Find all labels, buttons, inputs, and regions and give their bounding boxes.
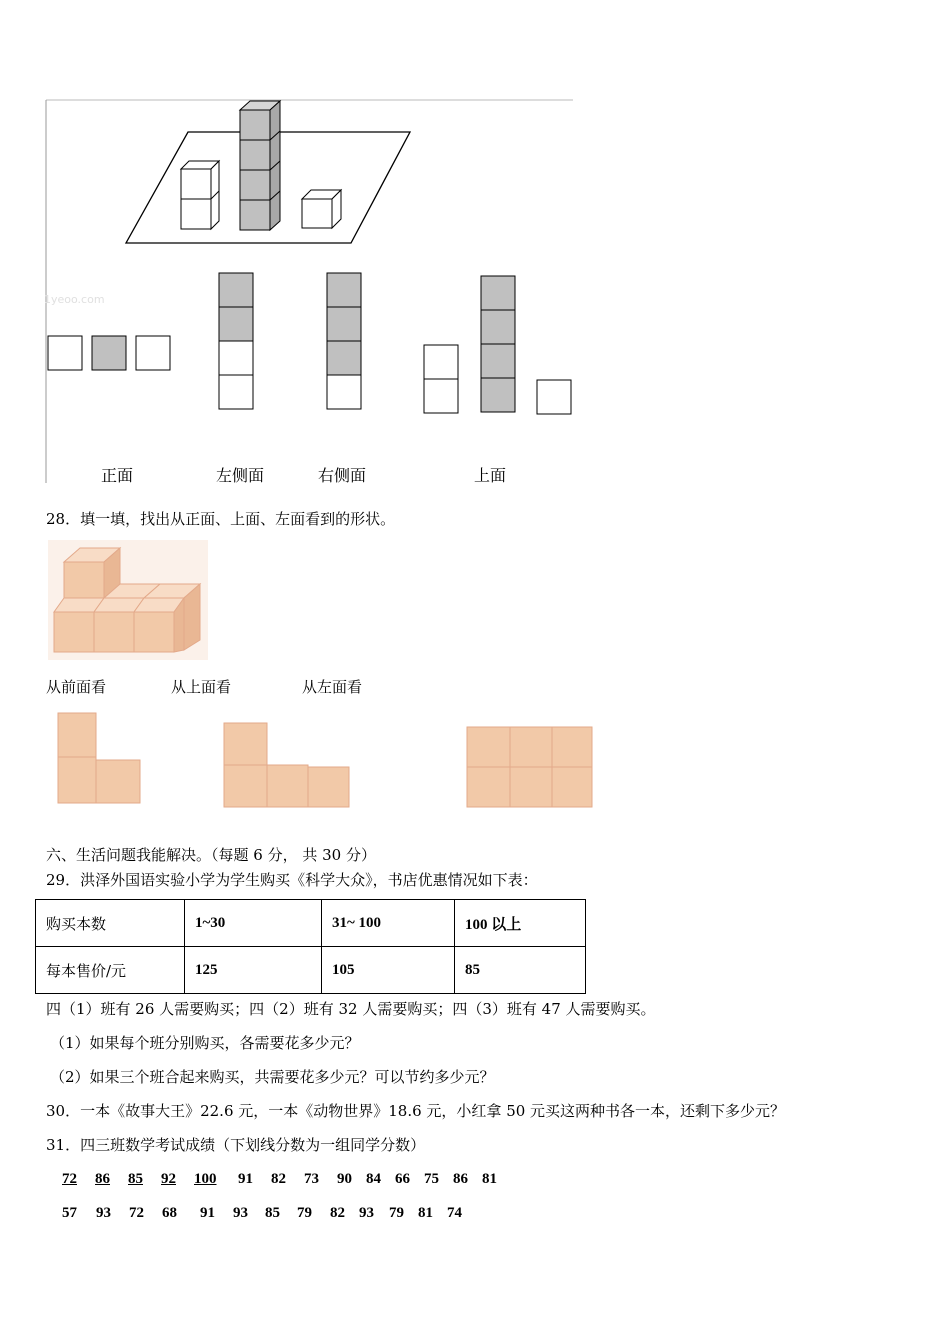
view-top xyxy=(424,276,571,414)
score: 66 xyxy=(395,1171,410,1187)
watermark: 1yeoo.com xyxy=(44,293,105,306)
score: 82 xyxy=(271,1171,286,1187)
score: 91 xyxy=(200,1205,215,1221)
score: 72 xyxy=(129,1205,144,1221)
q30-question: 30．一本《故事大王》22.6 元，一本《动物世界》18.6 元，小红拿 50 元买这两种书各一本，还剩下多少元？ xyxy=(46,1102,786,1120)
label-front: 正面 xyxy=(101,466,134,485)
score: 57 xyxy=(62,1205,77,1221)
score: 93 xyxy=(359,1205,374,1221)
q28-label-top: 从上面看 xyxy=(171,678,232,696)
price-table xyxy=(35,899,586,994)
q28-question: 28．填一填，找出从正面、上面、左面看到的形状。 xyxy=(46,510,396,528)
score: 82 xyxy=(330,1205,345,1221)
score: 73 xyxy=(304,1171,319,1187)
score: 86 xyxy=(453,1171,468,1187)
score-underlined: 92 xyxy=(161,1171,176,1187)
q31-question: 31．四三班数学考试成绩（下划线分数为一组同学分数） xyxy=(46,1136,426,1154)
score: 93 xyxy=(233,1205,248,1221)
table-cell: 105 xyxy=(322,947,455,994)
score: 91 xyxy=(238,1171,253,1187)
score: 74 xyxy=(447,1205,462,1221)
figure-27 xyxy=(40,95,580,495)
label-right-side: 右侧面 xyxy=(318,466,367,485)
q29-question: 29．洪泽外国语实验小学为学生购买《科学大众》，书店优惠情况如下表： xyxy=(46,871,538,889)
score: 79 xyxy=(297,1205,312,1221)
table-cell: 85 xyxy=(455,947,586,994)
score: 85 xyxy=(265,1205,280,1221)
q29-info: 四（1）班有 26 人需要购买；四（2）班有 32 人需要购买；四（3）班有 47 人需要购买。 xyxy=(46,1000,656,1018)
q29-sub2: （2）如果三个班合起来购买，共需要花多少元？可以节约多少元？ xyxy=(50,1068,495,1086)
view-front xyxy=(48,336,170,370)
score: 68 xyxy=(162,1205,177,1221)
table-cell: 1~30 xyxy=(185,900,322,947)
score: 90 xyxy=(337,1171,352,1187)
score-underlined: 72 xyxy=(62,1171,77,1187)
table-cell: 100 以上 xyxy=(455,900,586,947)
label-left-side: 左侧面 xyxy=(216,466,265,485)
score: 81 xyxy=(482,1171,497,1187)
score: 93 xyxy=(96,1205,111,1221)
table-cell: 购买本数 xyxy=(36,900,185,947)
score: 84 xyxy=(366,1171,381,1187)
table-cell: 125 xyxy=(185,947,322,994)
table-row xyxy=(36,947,586,994)
table-cell: 每本售价/元 xyxy=(36,947,185,994)
q28-label-left: 从左面看 xyxy=(302,678,363,696)
label-top: 上面 xyxy=(474,466,507,485)
score-underlined: 100 xyxy=(194,1171,217,1187)
table-cell: 31~ 100 xyxy=(322,900,455,947)
section6-title: 六、生活问题我能解决。（每题 6 分， 共 30 分） xyxy=(46,846,376,864)
view-left-side xyxy=(219,273,253,409)
cube-stack-middle xyxy=(240,101,280,230)
score: 75 xyxy=(424,1171,439,1187)
score: 81 xyxy=(418,1205,433,1221)
score-underlined: 85 xyxy=(128,1171,143,1187)
q31-scores-row2 xyxy=(62,1203,476,1223)
q28-cube-figure xyxy=(48,540,208,660)
q29-sub1: （1）如果每个班分别购买，各需要花多少元？ xyxy=(50,1034,360,1052)
table-row xyxy=(36,900,586,947)
q31-scores-row1 xyxy=(62,1169,511,1189)
cube-single-right xyxy=(302,190,341,228)
score: 79 xyxy=(389,1205,404,1221)
view-right-side xyxy=(327,273,361,409)
cube-stack-left xyxy=(181,161,219,229)
q28-view-shapes xyxy=(50,705,610,815)
q28-label-front: 从前面看 xyxy=(46,678,107,696)
score-underlined: 86 xyxy=(95,1171,110,1187)
